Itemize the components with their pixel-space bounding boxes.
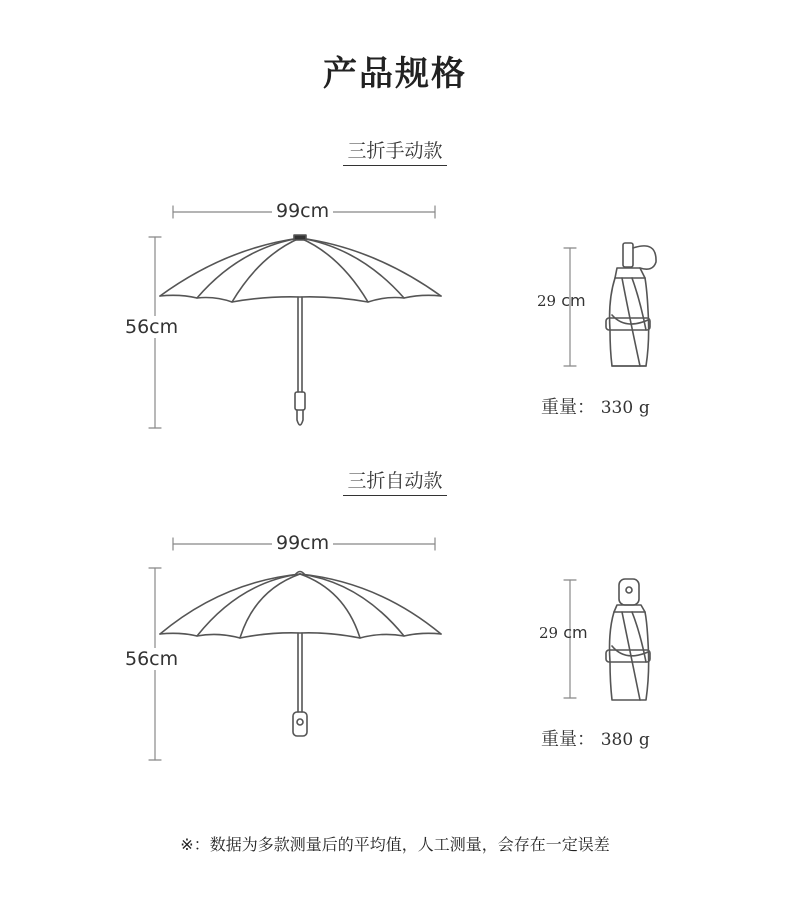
weight-label: 重量： bbox=[541, 397, 595, 418]
open-umbrella-manual-icon bbox=[160, 235, 441, 425]
weight-unit: g bbox=[638, 398, 650, 418]
measurement-note: ※：数据为多款测量后的平均值，人工测量，会存在一定误差 bbox=[180, 835, 610, 854]
open-height-label-auto: 56cm bbox=[121, 648, 182, 670]
folded-length-unit: cm bbox=[563, 623, 588, 642]
folded-umbrella-manual-icon bbox=[606, 243, 656, 366]
folded-length-unit: cm bbox=[561, 291, 586, 310]
page-title: 产品规格 bbox=[323, 54, 467, 94]
weight-number: 330 bbox=[600, 398, 634, 418]
open-width-label-manual: 99cm bbox=[272, 200, 333, 222]
section-title-auto bbox=[0, 466, 790, 496]
weight-auto bbox=[541, 725, 650, 751]
weight-manual bbox=[541, 393, 650, 419]
section-title-text: 三折自动款 bbox=[343, 466, 446, 496]
folded-length-number: 29 bbox=[539, 624, 559, 642]
weight-label: 重量： bbox=[541, 729, 595, 750]
folded-length-number: 29 bbox=[537, 292, 557, 310]
weight-unit: g bbox=[638, 730, 650, 750]
weight-number: 380 bbox=[600, 730, 634, 750]
section-title-text: 三折手动款 bbox=[343, 136, 446, 166]
open-width-label-auto: 99cm bbox=[272, 532, 333, 554]
open-umbrella-auto-icon bbox=[160, 572, 441, 737]
folded-umbrella-auto-icon bbox=[606, 579, 650, 700]
open-height-label-manual: 56cm bbox=[121, 316, 182, 338]
folded-length-label-manual bbox=[537, 291, 586, 310]
folded-length-label-auto bbox=[539, 623, 588, 642]
